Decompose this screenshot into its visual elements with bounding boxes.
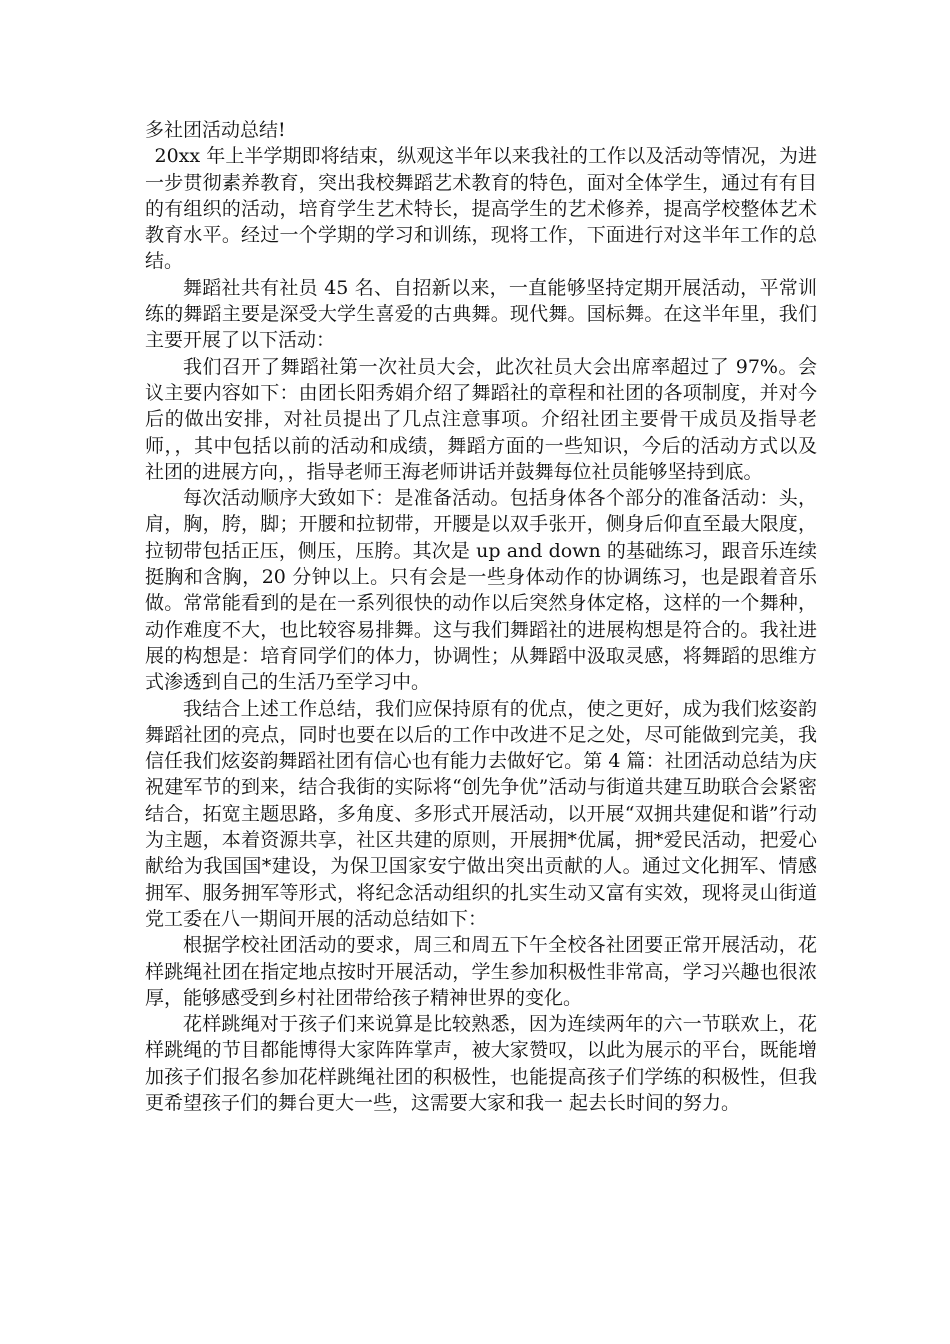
paragraph-2: 舞蹈社共有社员 45 名、自招新以来，一直能够坚持定期开展活动，平常训练的舞蹈主要是深受大学生喜爱的古典舞。现代舞。国标舞。在这半年里，我们主要开展了以下活动： [145, 276, 817, 352]
paragraph-6: 根据学校社团活动的要求，周三和周五下午全校各社团要正常开展活动，花样跳绳社团在指定地点按时开展活动，学生参加积极性非常高，学习兴趣也很浓厚，能够感受到乡村社团带给孩子精神世界的变化。 [145, 934, 817, 1009]
paragraph-5: 我结合上述工作总结，我们应保持原有的优点，使之更好，成为我们炫姿韵舞蹈社团的亮点，同时也要在以后的工作中改进不足之处，尽可能做到完美，我信任我们炫姿韵舞蹈社团有信心也有能力去做好它。第 4 篇：社团活动总结为庆祝建军节的到来，结合我街的实际将“创先争优”活动与街道共建互助联合会紧密结合，拓宽主题思路，多角度、多形式开展活动，以开展“双拥共建促和谐”行动为主题，本着资源共享，社区共建的原则，开展拥*优属，拥*爱民活动，把爱心献给为我国国*建设，为保卫国家安宁做出突出贡献的人。通过文化拥军、情感拥军、服务拥军等形式，将纪念活动组织的扎实生动又富有实效，现将灵山街道党工委在八一期间开展的活动总结如下： [145, 697, 817, 930]
paragraph-1: 20xx 年上半学期即将结束，纵观这半年以来我社的工作以及活动等情况，为进一步贯彻素养教育，突出我校舞蹈艺术教育的特色，面对全体学生，通过有有目的有组织的活动，培育学生艺术特长，提高学生的艺术修养，提高学校整体艺术教育水平。经过一个学期的学习和训练，现将工作，下面进行对这半年工作的总结。 [145, 145, 817, 273]
paragraph-7: 花样跳绳对于孩子们来说算是比较熟悉，因为连续两年的六一节联欢上，花样跳绳的节目都能博得大家阵阵掌声，被大家赞叹，以此为展示的平台，既能增加孩子们报名参加花样跳绳社团的积极性，也能提高孩子们学练的积极性，但我更希望孩子们的舞台更大一些，这需要大家和我一 起去长时间的努力。 [145, 1013, 817, 1114]
paragraph-4: 每次活动顺序大致如下：是准备活动。包括身体各个部分的准备活动：头，肩，胸，胯，脚；开腰和拉韧带，开腰是以双手张开，侧身后仰直至最大限度，拉韧带包括正压，侧压，压胯。其次是 up and down 的基础练习，跟音乐连续挺胸和含胸，20 分钟以上。只有会是一些身体动作的协调练习，也是跟着音乐做。常常能看到的是在一系列很快的动作以后突然身体定格，这样的一个舞种，动作难度不大，也比较容易排舞。这与我们舞蹈社的进展构想是符合的。我社进展的构想是：培育同学们的体力，协调性；从舞蹈中汲取灵感，将舞蹈的思维方式渗透到自己的生活乃至学习中。 [145, 487, 817, 694]
document-title: 多社团活动总结! [145, 119, 286, 141]
document-page [145, 117, 817, 1116]
paragraph-3: 我们召开了舞蹈社第一次社员大会，此次社员大会出席率超过了 97%。会议主要内容如下：由团长阳秀娟介绍了舞蹈社的章程和社团的各项制度，并对今后的做出安排，对社员提出了几点注意事项。介绍社团主要骨干成员及指导老师，，其中包括以前的活动和成绩，舞蹈方面的一些知识，今后的活动方式以及社团的进展方向，，指导老师王海老师讲话并鼓舞每位社员能够坚持到底。 [145, 355, 817, 483]
